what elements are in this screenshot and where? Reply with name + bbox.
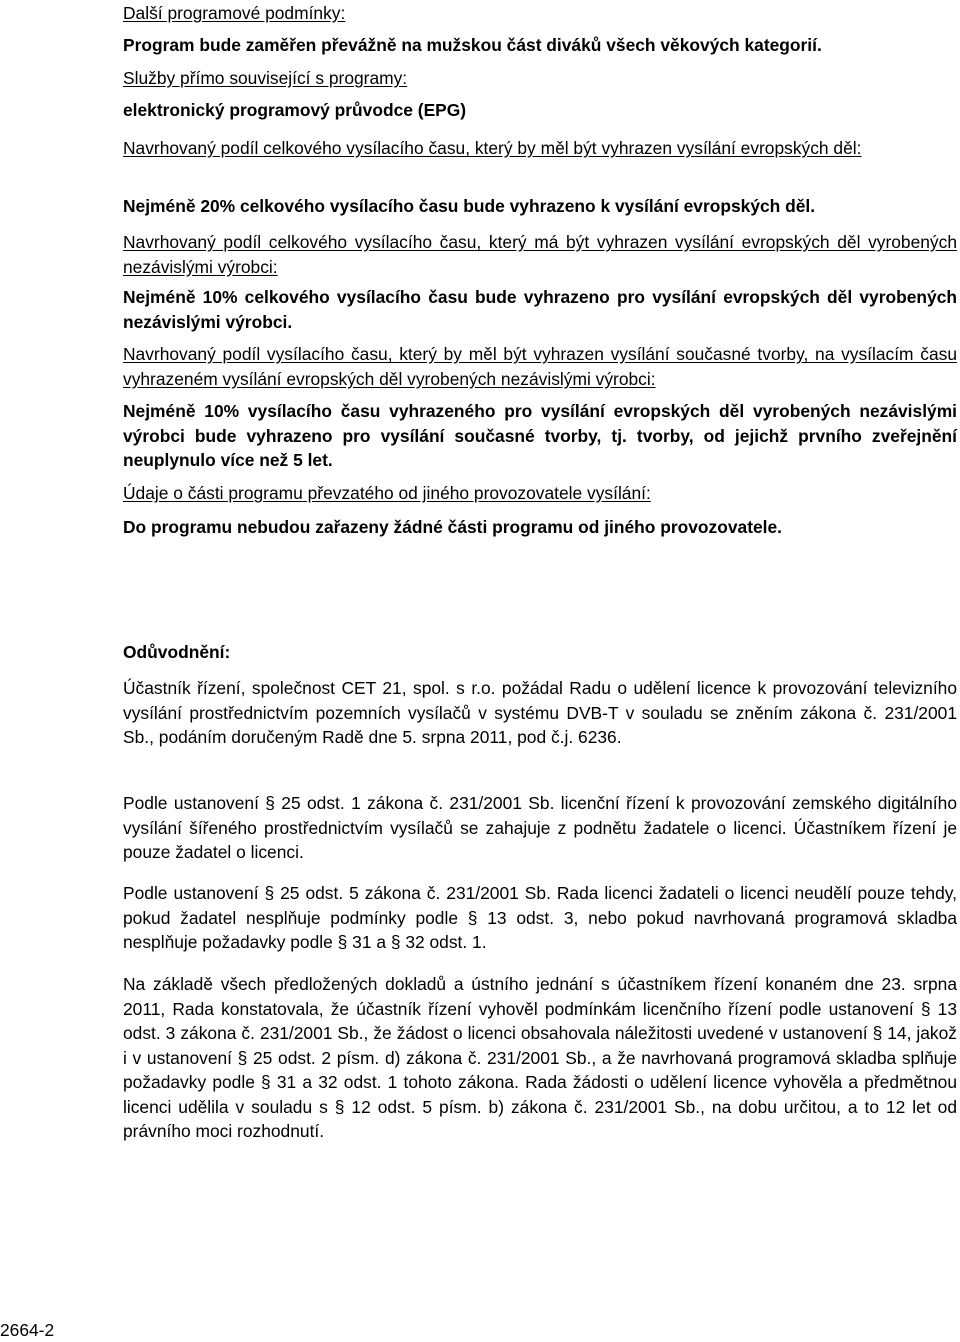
section-text-other-conditions: Program bude zaměřen převážně na mužskou část diváků všech věkových kategorií.	[123, 35, 822, 55]
section-heading-contemporary-works: Navrhovaný podíl vysílacího času, který by měl být vyhrazen vysílání současné tvorby, na vysílacím času vyhrazeném vysílání evropských děl vyrobených nezávislými výrobci:	[123, 344, 957, 389]
section-text-independent-producers: Nejméně 10% celkového vysílacího času bude vyhrazeno pro vysílání evropských děl vyrobených nezávislými výrobci.	[123, 287, 957, 332]
section-heading-independent-producers: Navrhovaný podíl celkového vysílacího času, který má být vyhrazen vysílání evropských děl vyrobených nezávislými výrobci:	[123, 232, 957, 277]
section-text-contemporary-works: Nejméně 10% vysílacího času vyhrazeného pro vysílání evropských děl vyrobených nezávislými výrobci bude vyhrazeno pro vysílání současné tvorby, tj. tvorby, od jejichž prvního zveřejnění neuplynulo více než 5 let.	[123, 401, 957, 470]
section-text-other-operator: Do programu nebudou zařazeny žádné části programu od jiného provozovatele.	[123, 517, 783, 537]
justification-paragraph: Podle ustanovení § 25 odst. 5 zákona č. 231/2001 Sb. Rada licenci žadateli o licenci neudělí pouze tehdy, pokud žadatel nesplňuje podmínky podle § 13 odst. 3, nebo pokud navrhovaná programová skladba nesplňuje požadavky podle § 31 a § 32 odst. 1.	[123, 883, 957, 952]
justification-paragraph: Podle ustanovení § 25 odst. 1 zákona č. 231/2001 Sb. licenční řízení k provozování zemského digitálního vysílání šířeného prostřednictvím vysílačů se zahajuje z podnětu žadatele o licenci. Účastníkem řízení je pouze žadatel o licenci.	[123, 793, 957, 862]
section-heading-european-works: Navrhovaný podíl celkového vysílacího času, který by měl být vyhrazen vysílání evropských děl:	[123, 138, 862, 158]
section-heading-other-operator: Údaje o části programu převzatého od jiného provozovatele vysílání:	[123, 483, 651, 503]
justification-heading: Odůvodnění:	[123, 642, 231, 662]
page-reference: 2664-2	[0, 1320, 55, 1340]
section-text-related-services: elektronický programový průvodce (EPG)	[123, 100, 467, 120]
justification-paragraph: Účastník řízení, společnost CET 21, spol. s r.o. požádal Radu o udělení licence k provozování televizního vysílání prostřednictvím pozemních vysílačů v systému DVB-T v souladu se zněním zákona č. 231/2001 Sb., podáním doručeným Radě dne 5. srpna 2011, pod č.j. 6236.	[123, 678, 957, 747]
section-heading-other-conditions: Další programové podmínky:	[123, 3, 346, 23]
justification-paragraph: Na základě všech předložených dokladů a ústního jednání s účastníkem řízení konaném dne 23. srpna 2011, Rada konstatovala, že účastník řízení vyhověl podmínkám licenčního řízení podle ustanovení § 13 odst. 3 zákona č. 231/2001 Sb., že žádost o licenci obsahovala náležitosti uvedené v ustanovení § 14, jakož i v ustanovení § 25 odst. 2 písm. d) zákona č. 231/2001 Sb., a že navrhovaná programová skladba splňuje požadavky podle § 31 a 32 odst. 1 tohoto zákona. Rada žádosti o udělení licence vyhověla a předmětnou licenci udělila v souladu s § 12 odst. 5 písm. b) zákona č. 231/2001 Sb., na dobu určitou, a to 12 let od právního moci rozhodnutí.	[123, 974, 957, 1141]
section-heading-related-services: Služby přímo související s programy:	[123, 68, 408, 88]
section-text-european-works: Nejméně 20% celkového vysílacího času bude vyhrazeno k vysílání evropských děl.	[123, 196, 816, 216]
